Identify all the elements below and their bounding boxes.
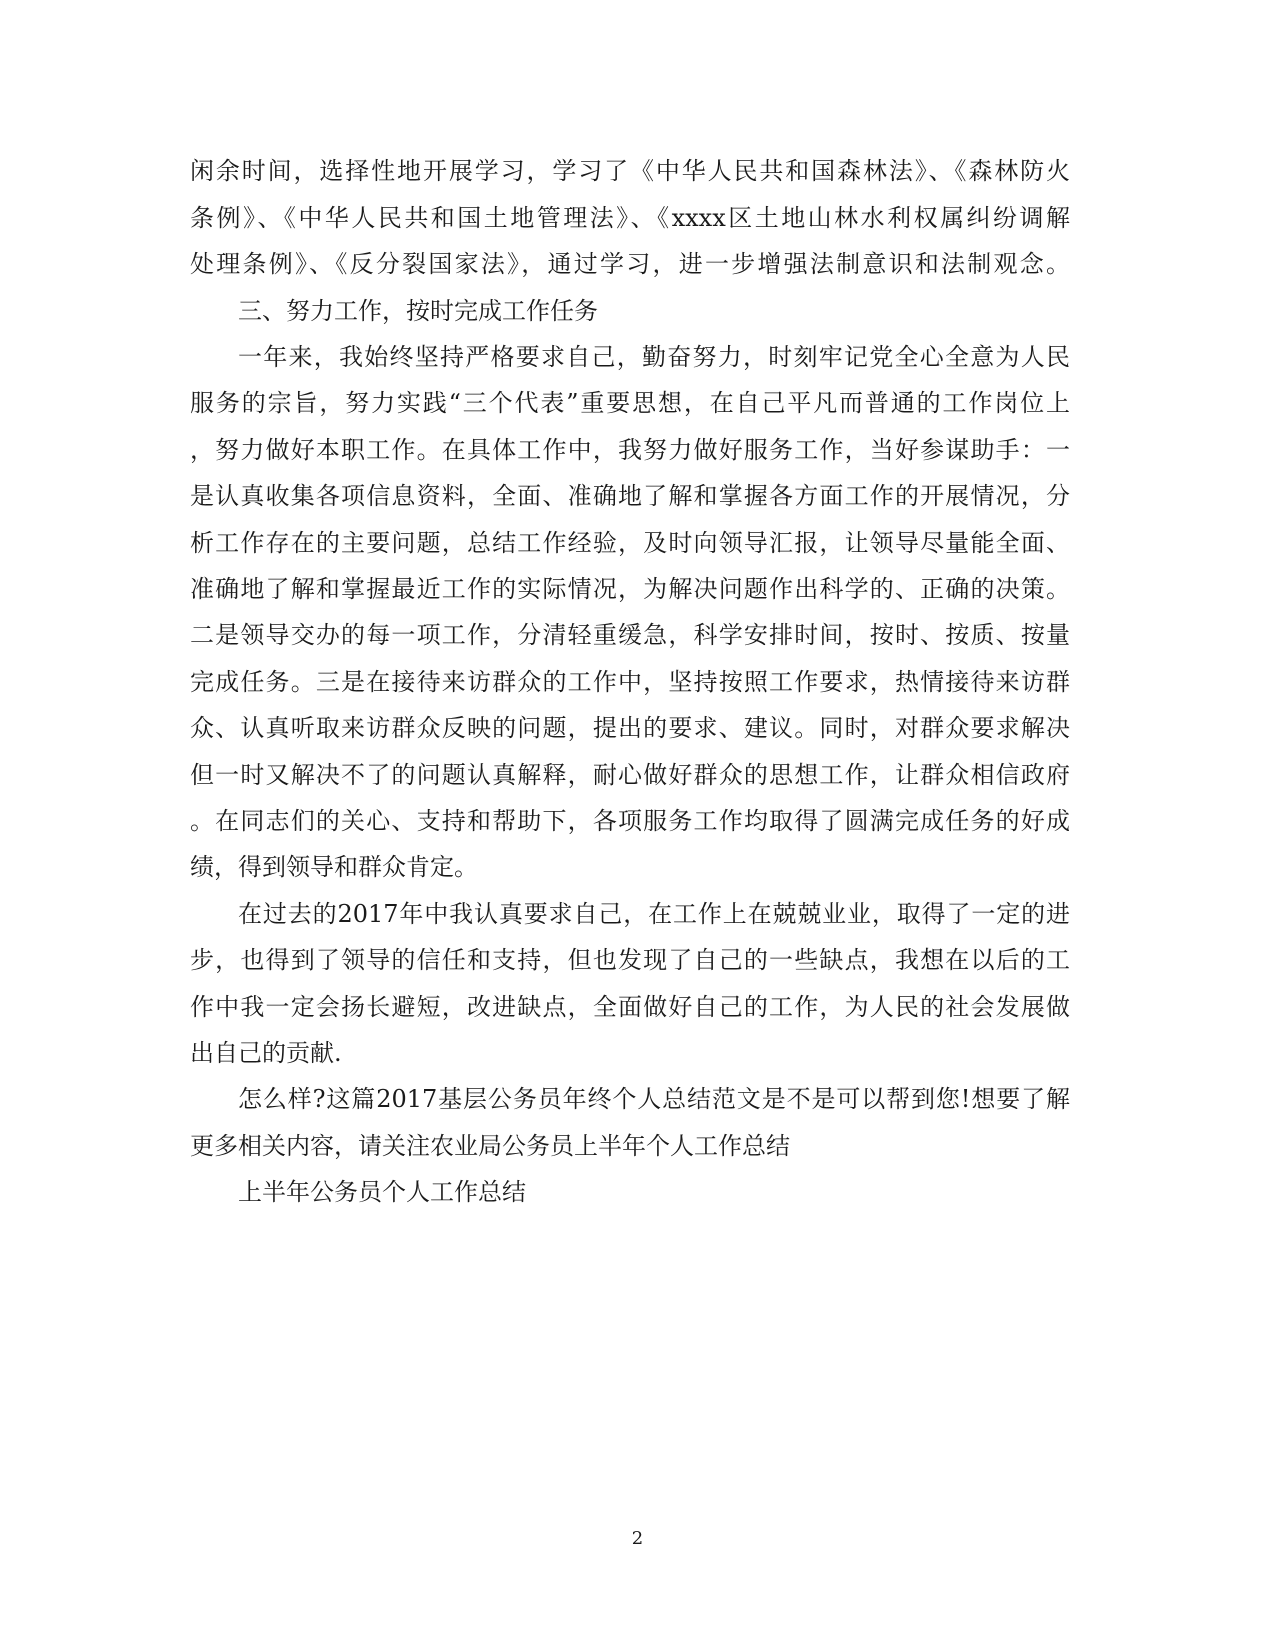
text-line: 服务的宗旨，努力实践“三个代表”重要思想，在自己平凡而普通的工作岗位上 — [190, 389, 1070, 417]
text-line: 怎么样?这篇2017基层公务员年终个人总结范文是不是可以帮到您!想要了解 — [238, 1085, 1070, 1113]
text-line: 作中我一定会扬长避短，改进缺点，全面做好自己的工作，为人民的社会发展做 — [190, 993, 1070, 1021]
text-line: 更多相关内容，请关注农业局公务员上半年个人工作总结 — [190, 1132, 790, 1160]
text-line: 二是领导交办的每一项工作，分清轻重缓急，科学安排时间，按时、按质、按量 — [190, 621, 1070, 649]
text-line: 完成任务。三是在接待来访群众的工作中，坚持按照工作要求，热情接待来访群 — [190, 668, 1070, 696]
text-line: 出自己的贡献. — [190, 1039, 342, 1067]
text-line: 上半年公务员个人工作总结 — [238, 1178, 526, 1206]
text-line: 是认真收集各项信息资料，全面、准确地了解和掌握各方面工作的开展情况，分 — [190, 482, 1070, 510]
text-line: 在过去的2017年中我认真要求自己，在工作上在兢兢业业，取得了一定的进 — [238, 900, 1070, 928]
text-line: 一年来，我始终坚持严格要求自己，勤奋努力，时刻牢记党全心全意为人民 — [238, 343, 1070, 371]
text-line: 闲余时间，选择性地开展学习，学习了《中华人民共和国森林法》、《森林防火 — [190, 157, 1070, 185]
text-line: ，努力做好本职工作。在具体工作中，我努力做好服务工作，当好参谋助手：一 — [190, 436, 1070, 464]
text-line: 步，也得到了领导的信任和支持，但也发现了自己的一些缺点，我想在以后的工 — [190, 946, 1070, 974]
page-number: 2 — [631, 1528, 644, 1549]
text-line: 条例》、《中华人民共和国土地管理法》、《xxxx区土地山林水利权属纠纷调解 — [190, 204, 1070, 232]
text-line: 准确地了解和掌握最近工作的实际情况，为解决问题作出科学的、正确的决策。 — [190, 575, 1070, 603]
text-line: 处理条例》、《反分裂国家法》，通过学习，进一步增强法制意识和法制观念。 — [190, 250, 1070, 278]
text-line: 但一时又解决不了的问题认真解释，耐心做好群众的思想工作，让群众相信政府 — [190, 761, 1070, 789]
text-line: 析工作存在的主要问题，总结工作经验，及时向领导汇报，让领导尽量能全面、 — [190, 529, 1070, 557]
text-line: 。在同志们的关心、支持和帮助下，各项服务工作均取得了圆满完成任务的好成 — [190, 807, 1070, 835]
text-line: 众、认真听取来访群众反映的问题，提出的要求、建议。同时，对群众要求解决 — [190, 714, 1070, 742]
text-line: 绩，得到领导和群众肯定。 — [190, 853, 478, 881]
section-heading: 三、努力工作，按时完成工作任务 — [238, 297, 598, 325]
